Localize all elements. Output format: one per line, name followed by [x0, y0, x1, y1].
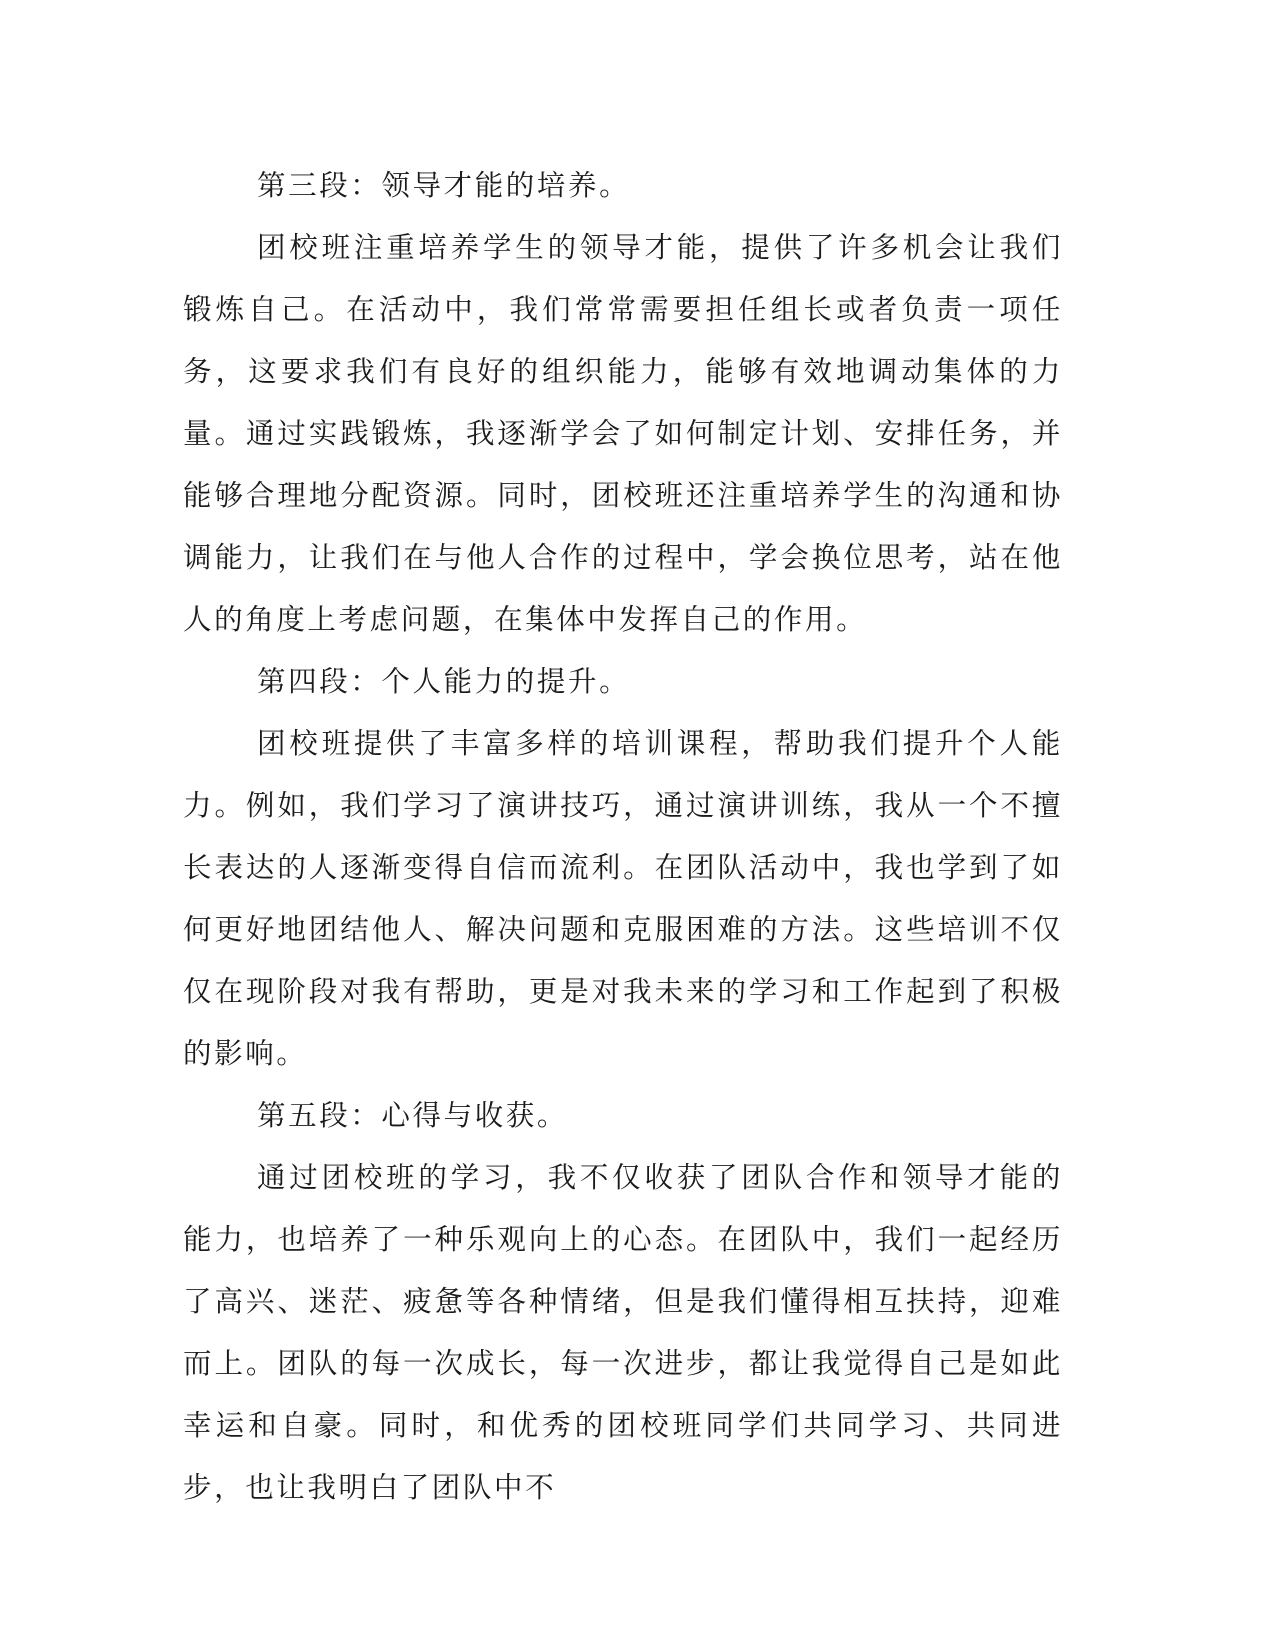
section-heading-3: 第三段：领导才能的培养。	[257, 169, 631, 202]
section-heading-4: 第四段：个人能力的提升。	[257, 665, 631, 698]
section-paragraph-3: 团校班注重培养学生的领导才能，提供了许多机会让我们锻炼自己。在活动中，我们常常需要担任组长或者负责一项任务，这要求我们有良好的组织能力，能够有效地调动集体的力量。通过实践锻炼，我逐渐学会了如何制定计划、安排任务，并能够合理地分配资源。同时，团校班还注重培养学生的沟通和协调能力，让我们在与他人合作的过程中，学会换位思考，站在他人的角度上考虑问题，在集体中发挥自己的作用。	[183, 231, 1063, 636]
section-heading-5: 第五段：心得与收获。	[257, 1099, 569, 1132]
document-body	[183, 155, 1063, 1519]
section-paragraph-4: 团校班提供了丰富多样的培训课程，帮助我们提升个人能力。例如，我们学习了演讲技巧，通过演讲训练，我从一个不擅长表达的人逐渐变得自信而流利。在团队活动中，我也学到了如何更好地团结他人、解决问题和克服困难的方法。这些培训不仅仅在现阶段对我有帮助，更是对我未来的学习和工作起到了积极的影响。	[183, 727, 1063, 1070]
section-paragraph-5: 通过团校班的学习，我不仅收获了团队合作和领导才能的能力，也培养了一种乐观向上的心态。在团队中，我们一起经历了高兴、迷茫、疲惫等各种情绪，但是我们懂得相互扶持，迎难而上。团队的每一次成长，每一次进步，都让我觉得自己是如此幸运和自豪。同时，和优秀的团校班同学们共同学习、共同进步，也让我明白了团队中不	[183, 1161, 1063, 1504]
